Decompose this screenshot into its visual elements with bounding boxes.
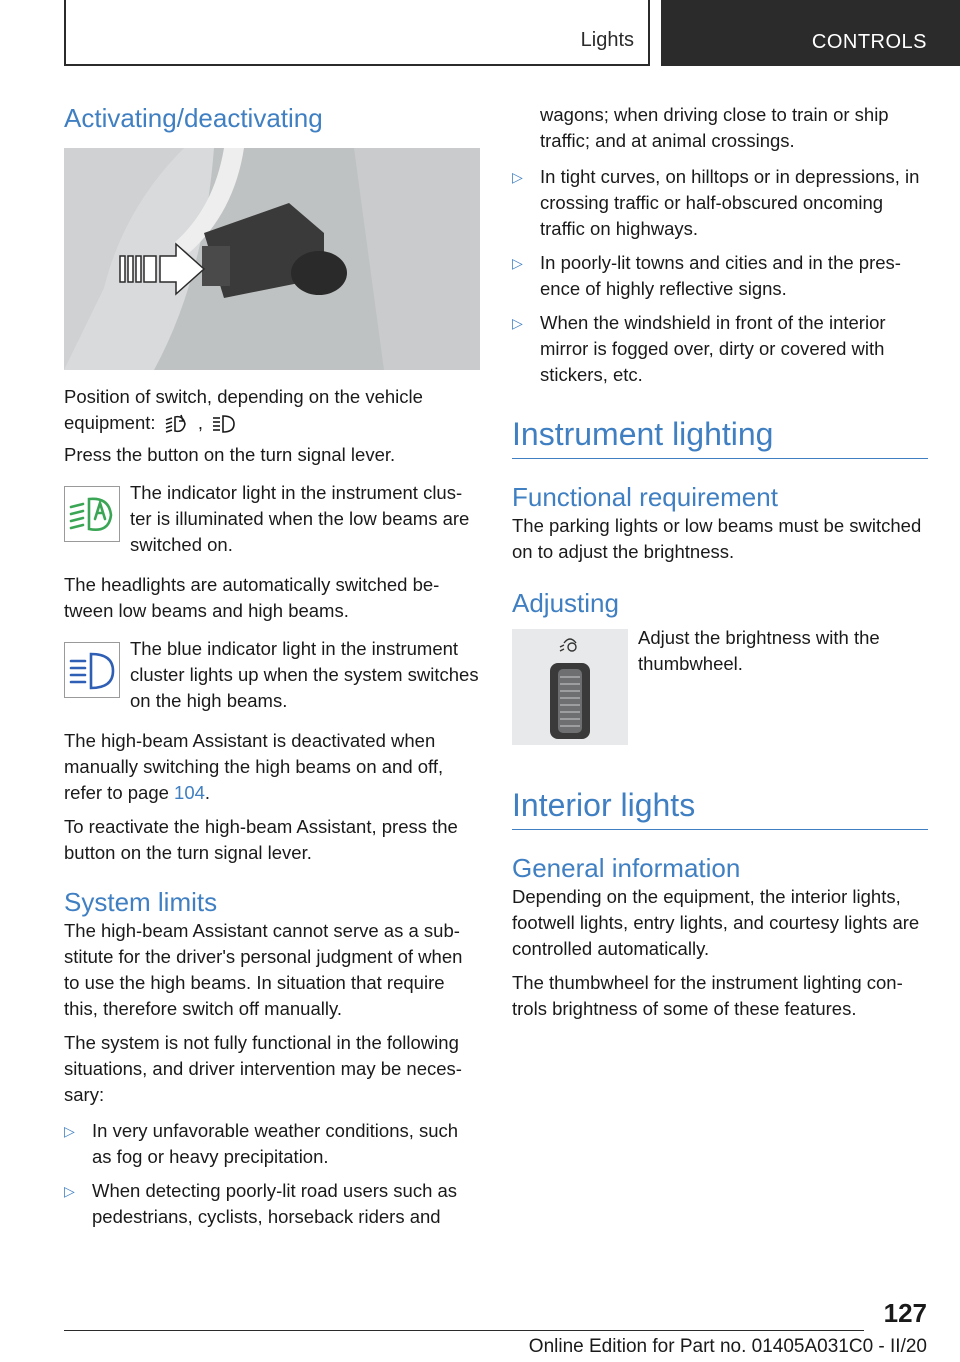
header-chapter-box <box>661 0 960 66</box>
deactivated-period: . <box>204 782 211 803</box>
auto-switch-text: The headlights are automatically switched be-tween low beams and high beams. <box>64 574 440 621</box>
heading-system-limits: System limits <box>64 887 218 917</box>
bullet-text: In tight curves, on hilltops or in depressions, in crossing traffic or half-obscured oncoming traffic on highways. <box>540 166 920 239</box>
caption-text: Position of switch, depending on the vehicle equipment: <box>64 386 423 433</box>
continued-bullet-text: wagons; when driving close to train or ship traffic; and at animal crossings. <box>540 104 889 151</box>
switch-position-caption <box>64 384 482 436</box>
list-item <box>512 310 928 388</box>
bullet-marker: ▷ <box>64 1183 75 1199</box>
deactivated-text-main: The high-beam Assistant is deactivated when manually switching the high beams on and off, refer to page <box>64 730 444 803</box>
caption-separator: , <box>197 412 203 433</box>
header-section-title: Lights <box>580 29 634 51</box>
page-link-104[interactable]: 104 <box>174 782 205 803</box>
heading-adjusting: Adjusting <box>512 588 619 618</box>
list-item <box>64 1118 482 1170</box>
deactivated-text <box>64 728 482 806</box>
high-beam-indicator-text: The blue indicator light in the instrument cluster lights up when the system switches on the high beams. <box>130 638 479 711</box>
heading-activating: Activating/deactivating <box>64 103 323 133</box>
low-beam-indicator-row <box>64 480 482 558</box>
header-chapter-title: CONTROLS <box>811 31 927 53</box>
high-beam-icon <box>212 413 236 435</box>
low-beam-indicator-icon-box <box>64 486 120 542</box>
auto-high-beam-indicator-icon <box>65 487 119 541</box>
footer-edition: Online Edition for Part no. 01405A031C0 - II/20 <box>528 1336 927 1357</box>
general-information-paragraph-2: The thumbwheel for the instrument lighting con-trols brightness of some of these features. <box>512 972 903 1019</box>
heading-functional-requirement: Functional requirement <box>512 482 778 512</box>
bullet-text: In very unfavorable weather conditions, such as fog or heavy precipitation. <box>92 1120 459 1167</box>
heading-instrument-lighting: Instrument lighting <box>512 414 928 459</box>
thumbwheel-image <box>512 629 628 745</box>
low-beam-indicator-text: The indicator light in the instrument clus-ter is illuminated when the low beams are switched on. <box>130 482 470 555</box>
limits-paragraph-2: The system is not fully functional in the following situations, and driver intervention may be neces-sary: <box>64 1032 462 1105</box>
reactivate-text: To reactivate the high-beam Assistant, press the button on the turn signal lever. <box>64 816 458 863</box>
blue-high-beam-indicator-icon <box>65 643 119 697</box>
list-item <box>64 1178 482 1230</box>
adjusting-row <box>512 625 928 745</box>
functional-requirement-text: The parking lights or low beams must be switched on to adjust the brightness. <box>512 515 922 562</box>
list-item <box>512 164 928 242</box>
bullet-marker: ▷ <box>512 255 523 271</box>
turn-signal-lever-illustration <box>64 148 480 370</box>
heading-interior-lights: Interior lights <box>512 785 928 830</box>
turn-signal-lever-image <box>64 148 480 370</box>
limits-paragraph-1: The high-beam Assistant cannot serve as a sub-stitute for the driver's personal judgment of when to use the high beams. In situation that require this, therefore switch off manually. <box>64 920 463 1019</box>
high-beam-indicator-row <box>64 636 482 714</box>
bullet-text: In poorly-lit towns and cities and in the pres-ence of highly reflective signs. <box>540 252 901 299</box>
right-column <box>512 102 928 1022</box>
bullet-text: When detecting poorly-lit road users such as pedestrians, cyclists, horseback riders and <box>92 1180 458 1227</box>
high-beam-indicator-icon-box <box>64 642 120 698</box>
bullet-text: When the windshield in front of the interior mirror is fogged over, dirty or covered with stickers, etc. <box>540 312 886 385</box>
high-beam-assist-icon <box>165 413 189 435</box>
bullet-marker: ▷ <box>512 315 523 331</box>
general-information-paragraph-1: Depending on the equipment, the interior lights, footwell lights, entry lights, and courtesy lights are controlled automatically. <box>512 886 920 959</box>
left-column <box>64 102 482 1230</box>
list-item <box>512 250 928 302</box>
press-button-text: Press the button on the turn signal lever. <box>64 444 396 465</box>
page-number: 127 <box>883 1298 927 1328</box>
header-section-box <box>64 0 650 66</box>
bullet-marker: ▷ <box>512 169 523 185</box>
adjusting-text: Adjust the brightness with the thumbwheel. <box>638 627 880 674</box>
heading-general-information: General information <box>512 853 741 883</box>
thumbwheel-illustration <box>512 629 628 745</box>
bullet-marker: ▷ <box>64 1123 75 1139</box>
footer-divider <box>64 1330 864 1331</box>
